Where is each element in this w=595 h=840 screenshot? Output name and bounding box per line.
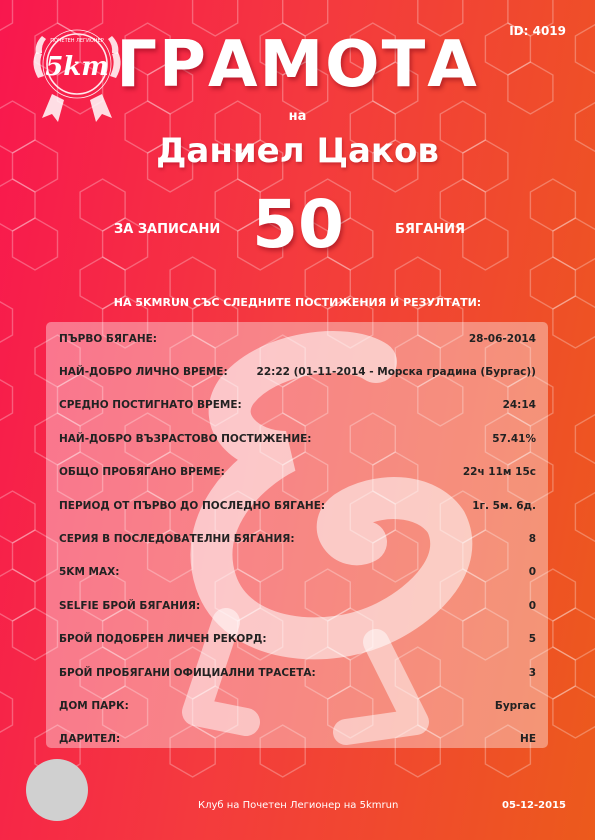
stat-label: ПЕРИОД ОТ ПЪРВО ДО ПОСЛЕДНО БЯГАНЕ: [59,499,326,512]
hexagon-shape [463,218,508,270]
stat-value: 0 [528,566,536,579]
certificate-id: ID: 4019 [509,24,566,38]
runs-label: БЯГАНИЯ [395,222,466,237]
stat-value: 3 [528,666,536,679]
stat-value: 1г. 5м. 6д. [472,499,536,512]
stat-row [46,355,548,388]
preposition-text: на [288,109,307,124]
stat-value: НЕ [520,733,536,746]
stat-row [46,556,548,589]
stat-row [46,723,548,748]
hexagon-shape [553,218,595,270]
stat-value: 22ч 11м 15с [462,466,536,479]
stat-row [46,322,548,355]
recorded-label: ЗА ЗАПИСАНИ [114,222,221,237]
hexagon-shape [553,608,595,660]
stat-value: 5 [528,633,536,646]
stats-panel [46,322,548,748]
stat-row [46,589,548,622]
stat-label: SELFIE БРОЙ БЯГАНИЯ: [59,599,201,612]
stat-label: БРОЙ ПРОБЯГАНИ ОФИЦИАЛНИ ТРАСЕТА: [59,666,316,679]
stat-value: 24:14 [502,399,536,412]
stat-label: ДАРИТЕЛ: [59,733,121,746]
stat-label: СЕРИЯ В ПОСЛЕДОВАТЕЛНИ БЯГАНИЯ: [59,533,295,546]
stats-list [46,322,548,748]
stat-row [46,422,548,455]
stat-row [46,489,548,522]
recipient-name: Даниел Цаков [156,131,439,171]
run-count: 50 [252,186,344,263]
stat-label: НАЙ-ДОБРО ВЪЗРАСТОВО ПОСТИЖЕНИЕ: [59,432,312,445]
stat-value: 0 [528,599,536,612]
logo-mark-text: 5km [45,52,109,82]
stat-label: ПЪРВО БЯГАНЕ: [59,332,157,345]
stat-value: Бургас [494,699,536,712]
issue-date: 05-12-2015 [502,800,566,811]
stat-label: ДОМ ПАРК: [59,699,129,712]
hexagon-shape [0,491,35,543]
certificate-title: ГРАМОТА [116,28,479,102]
stat-label: НАЙ-ДОБРО ЛИЧНО ВРЕМЕ: [59,366,228,379]
logo-ring-text: ПОЧЕТЕН ЛЕГИОНЕР [50,38,104,44]
stat-row [46,389,548,422]
hexagon-shape [575,491,595,543]
stat-label: БРОЙ ПОДОБРЕН ЛИЧЕН РЕКОРД: [59,633,267,646]
avatar-photo [26,759,88,821]
hexagon-shape [13,218,58,270]
stat-label: ОБЩО ПРОБЯГАНО ВРЕМЕ: [59,466,225,479]
club-text: Клуб на Почетен Легионер на 5kmrun [198,800,399,811]
hexagon-shape [0,179,35,231]
stat-value: 8 [528,533,536,546]
stat-label: 5KM MAX: [59,566,120,579]
stat-value: 22:22 (01-11-2014 - Морска градина (Бургас)) [256,366,536,379]
hexagon-shape [553,686,595,738]
achievements-intro: НА 5KMRUN СЪС СЛЕДНИТЕ ПОСТИЖЕНИЯ И РЕЗУЛТАТИ: [113,296,482,309]
stat-row [46,456,548,489]
stat-row [46,656,548,689]
hexagon-shape [0,569,35,621]
hexagon-shape [575,413,595,465]
hexagon-shape [530,179,575,231]
stat-row [46,623,548,656]
hexagon-shape [0,374,13,426]
hexagon-shape [0,686,13,738]
stat-label: СРЕДНО ПОСТИГНАТО ВРЕМЕ: [59,399,242,412]
stat-value: 28-06-2014 [468,332,536,345]
stat-row [46,689,548,722]
stat-row [46,522,548,555]
stat-value: 57.41% [492,432,536,445]
